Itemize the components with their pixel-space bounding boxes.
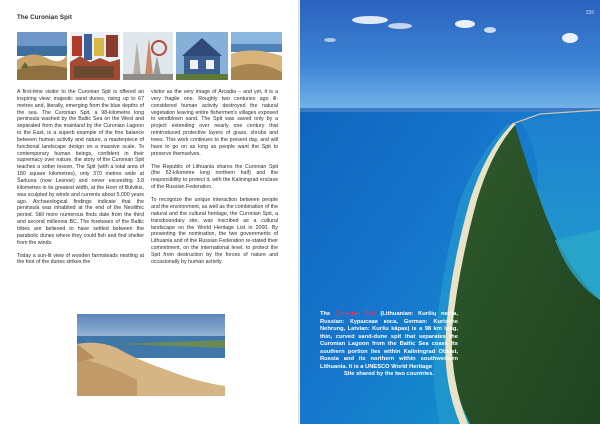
wooden-farmhouse-photo-icon <box>176 32 228 80</box>
body-paragraph: Today a sun-lit view of wooden farmsteads nestling at the foot of the dunes strikes the <box>17 252 144 266</box>
right-page <box>300 0 600 424</box>
body-paragraph: To recognize the unique interaction between people and the environment, as well as the combination of the natural and the cultural heritage, the Curonian Spit, a transboundary site, was inscribed as a cultural landscape on the World Heritage List in 2000. By presenting the nomination, the two governments of Lithuania and of the Russian Federation re-stated their commitment, on the international level, to protect the Spit from destruction by the forces of nature and occasionally by human activity. <box>151 197 278 265</box>
caption-last-line: Site shared by the two countries. <box>343 371 435 378</box>
page-number: 155 <box>585 10 594 16</box>
caption-lead: The <box>320 311 331 317</box>
photo-caption <box>320 311 458 379</box>
body-paragraph: The Republic of Lithuania shares the Curonian Spit (the 52-kilometre long northern half) and the responsibility to protect it, with the Kaliningrad enclave of the Russian Federation. <box>151 163 278 191</box>
sculpture-monument-photo-icon <box>123 32 173 80</box>
body-paragraph: A first-time visitor to the Curonian Spit is offered an inspiring view: majestic sand dunes, rising up to 67 metres and, literally, emerging from the blue depths of the sea. The Curonian Spit, a 98-kilometre long peninsula washed by the Baltic Sea on the West and separated from the mainland by the Curonian Lagoon to the East, is a superb example of the fine balance between human activity and nature, a masterpiece of functional landscape design on a massive scale. To contemporary human beings, confident in their supremacy over nature, the story of the Curonian Spit teaches a sober lesson. The Spit (with a total area of 180 square kilometres), only 370 metres wide at Šarkuva (now Lesnoe) and never exceeding 3.8 kilometres in its greatest width, at the Horn of Bulvikis, was sculpted by winds and currents about 5,000 years ago. Archaeological findings indicate that the peninsula was inhabited at the end of the Neolithic period. Still more numerous finds date from the third and second millennia BC. The forebears of the Baltic tribes are believed to have settled between the parabolic dunes where they could fish and find shelter from the winds. <box>17 89 144 246</box>
page-title: The Curonian Spit <box>17 14 72 21</box>
caption-highlight: Curonian Spit <box>334 311 376 317</box>
dunes-sea-photo-icon <box>17 32 67 80</box>
caption-body: (Lithuanian: Kuršių nerija, Russian: Куршская коса, German: Kurische Nehrung, Latvian: Kuršu kāpas) is a 98 km long, thin, curved sand-dune spit that separates the Curonian Lagoon from the Baltic Sea coast. Its southern portion lies within Kaliningrad Oblast, Russia and its northern within southwestern Lithuania. It is a UNESCO World Heritage <box>320 311 458 370</box>
text-column-left <box>17 89 144 272</box>
sand-dune-coast-photo-icon <box>231 32 282 80</box>
text-column-right <box>151 89 278 272</box>
weathervane-houses-photo-icon <box>70 32 120 80</box>
dune-lagoon-photo-icon <box>77 314 225 396</box>
body-paragraph: visitor as the very image of Arcadia – and yet, it is a very fragile one. Roughly two centuries ago ill-considered human activity destroyed the natural vegetation leaving entire fishermen's villages exposed to windblown sand. The Spit was saved only by a project extending over nearly one century that reintroduced protective layers of grass, shrubs and trees. This work continues to the present day, and will have to go on as long as people want the Spit to preserve themselves. <box>151 89 278 157</box>
